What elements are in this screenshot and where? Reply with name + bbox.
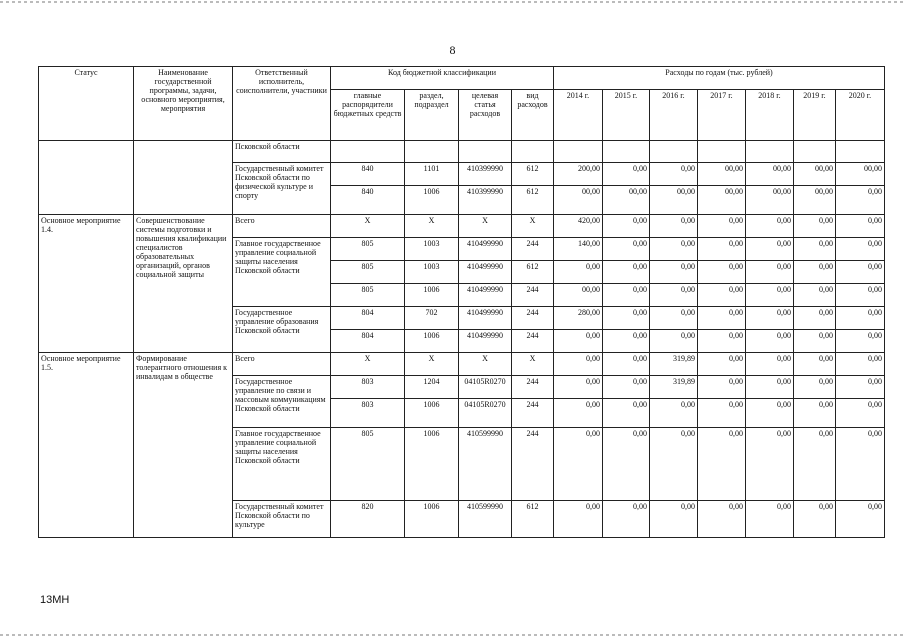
value-cell: 0,00 <box>603 330 650 353</box>
kind-cell: 244 <box>512 330 554 353</box>
grbs-cell: 805 <box>331 261 405 284</box>
value-cell: 0,00 <box>650 261 698 284</box>
target-cell: X <box>459 215 512 238</box>
section-cell: 1006 <box>405 428 459 501</box>
kind-cell: 612 <box>512 501 554 538</box>
kind-cell: X <box>512 353 554 376</box>
header-year: 2016 г. <box>650 90 698 141</box>
value-cell: 0,00 <box>554 428 603 501</box>
target-cell: 04105R0270 <box>459 399 512 428</box>
value-cell: 00,00 <box>794 163 836 186</box>
value-cell: 0,00 <box>650 399 698 428</box>
target-cell: 410399990 <box>459 186 512 215</box>
kind-cell: 612 <box>512 186 554 215</box>
executor-cell: Всего <box>233 353 331 376</box>
value-cell: 0,00 <box>746 376 794 399</box>
header-year: 2020 г. <box>836 90 885 141</box>
value-cell: 0,00 <box>836 186 885 215</box>
value-cell: 0,00 <box>698 428 746 501</box>
value-cell: 0,00 <box>650 238 698 261</box>
kind-cell: 612 <box>512 261 554 284</box>
grbs-cell: 803 <box>331 399 405 428</box>
value-cell: 0,00 <box>836 399 885 428</box>
value-cell: 280,00 <box>554 307 603 330</box>
executor-cell: Всего <box>233 215 331 238</box>
value-cell: 0,00 <box>698 330 746 353</box>
grbs-cell: 803 <box>331 376 405 399</box>
value-cell: 0,00 <box>746 428 794 501</box>
status-cell <box>39 141 134 215</box>
header-section: раздел, подраздел <box>405 90 459 141</box>
value-cell: 0,00 <box>650 501 698 538</box>
value-cell: 0,00 <box>746 284 794 307</box>
value-cell: 0,00 <box>794 376 836 399</box>
grbs-cell: X <box>331 353 405 376</box>
value-cell: 0,00 <box>603 307 650 330</box>
value-cell: 0,00 <box>603 353 650 376</box>
value-cell: 0,00 <box>794 330 836 353</box>
footer-code: 13МН <box>40 594 70 606</box>
value-cell: 0,00 <box>698 238 746 261</box>
header-year: 2018 г. <box>746 90 794 141</box>
value-cell: 00,00 <box>794 186 836 215</box>
value-cell: 0,00 <box>554 353 603 376</box>
target-cell: X <box>459 353 512 376</box>
kind-cell: 244 <box>512 399 554 428</box>
target-cell: 410499990 <box>459 261 512 284</box>
value-cell: 0,00 <box>746 330 794 353</box>
grbs-cell: 820 <box>331 501 405 538</box>
value-cell: 0,00 <box>836 353 885 376</box>
value-cell: 200,00 <box>554 163 603 186</box>
value-cell: 0,00 <box>794 238 836 261</box>
value-cell: 319,89 <box>650 376 698 399</box>
value-cell: 0,00 <box>650 330 698 353</box>
section-cell: X <box>405 215 459 238</box>
value-cell: 0,00 <box>650 163 698 186</box>
value-cell: 0,00 <box>746 238 794 261</box>
section-cell: 1003 <box>405 261 459 284</box>
name-cell <box>134 141 233 215</box>
kind-cell: 244 <box>512 284 554 307</box>
executor-cell: Псковской области <box>233 141 331 163</box>
value-cell: 0,00 <box>650 284 698 307</box>
grbs-cell: 805 <box>331 238 405 261</box>
value-cell: 0,00 <box>794 399 836 428</box>
value-cell: 0,00 <box>746 261 794 284</box>
value-cell: 0,00 <box>698 215 746 238</box>
value-cell: 00,00 <box>698 163 746 186</box>
page-number: 8 <box>449 43 456 57</box>
value-cell: 0,00 <box>650 215 698 238</box>
value-cell: 0,00 <box>554 330 603 353</box>
value-cell: 0,00 <box>650 428 698 501</box>
value-cell: 0,00 <box>698 261 746 284</box>
value-cell: 0,00 <box>836 215 885 238</box>
executor-cell: Государственное управление образования Псковской области <box>233 307 331 353</box>
target-cell: 410499990 <box>459 238 512 261</box>
grbs-cell: 805 <box>331 428 405 501</box>
value-cell: 0,00 <box>603 428 650 501</box>
value-cell: 0,00 <box>794 501 836 538</box>
header-year: 2015 г. <box>603 90 650 141</box>
value-cell: 0,00 <box>698 399 746 428</box>
value-cell: 0,00 <box>603 501 650 538</box>
value-cell: 0,00 <box>794 307 836 330</box>
section-cell: 702 <box>405 307 459 330</box>
section-cell: 1003 <box>405 238 459 261</box>
section-cell: X <box>405 353 459 376</box>
grbs-cell: 804 <box>331 307 405 330</box>
value-cell: 0,00 <box>554 501 603 538</box>
budget-table <box>38 66 885 538</box>
section-cell: 1204 <box>405 376 459 399</box>
section-cell: 1006 <box>405 284 459 307</box>
value-cell: 0,00 <box>794 428 836 501</box>
target-cell: 410599990 <box>459 501 512 538</box>
value-cell: 0,00 <box>698 284 746 307</box>
header-executor: Ответственный исполнитель, соисполнители, участники <box>233 67 331 141</box>
target-cell: 410399990 <box>459 163 512 186</box>
value-cell: 00,00 <box>603 186 650 215</box>
kind-cell: 244 <box>512 307 554 330</box>
value-cell: 0,00 <box>603 284 650 307</box>
header-target: целевая статья расходов <box>459 90 512 141</box>
value-cell: 0,00 <box>836 284 885 307</box>
value-cell: 0,00 <box>836 330 885 353</box>
value-cell: 0,00 <box>603 215 650 238</box>
grbs-cell: 804 <box>331 330 405 353</box>
kind-cell: 244 <box>512 238 554 261</box>
target-cell: 04105R0270 <box>459 376 512 399</box>
header-year: 2017 г. <box>698 90 746 141</box>
value-cell: 0,00 <box>836 376 885 399</box>
grbs-cell: X <box>331 215 405 238</box>
kind-cell: 244 <box>512 376 554 399</box>
value-cell: 0,00 <box>698 307 746 330</box>
header-grbs: главные распорядители бюджетных средств <box>331 90 405 141</box>
value-cell: 0,00 <box>746 353 794 376</box>
executor-cell: Главное государственное управление социальной защиты населения Псковской области <box>233 428 331 501</box>
value-cell: 0,00 <box>746 307 794 330</box>
value-cell: 0,00 <box>746 501 794 538</box>
header-name: Наименование государственной программы, задачи, основного мероприятия, мероприятия <box>134 67 233 141</box>
target-cell: 410499990 <box>459 307 512 330</box>
target-cell: 410499990 <box>459 284 512 307</box>
value-cell: 319,89 <box>650 353 698 376</box>
value-cell: 0,00 <box>836 238 885 261</box>
value-cell: 0,00 <box>794 215 836 238</box>
value-cell: 0,00 <box>794 261 836 284</box>
value-cell: 00,00 <box>698 186 746 215</box>
header-status: Статус <box>39 67 134 141</box>
value-cell: 00,00 <box>746 163 794 186</box>
status-cell: Основное мероприятие 1.4. <box>39 215 134 353</box>
value-cell: 0,00 <box>836 501 885 538</box>
table-row <box>39 353 885 376</box>
target-cell: 410499990 <box>459 330 512 353</box>
value-cell: 0,00 <box>836 261 885 284</box>
section-cell: 1006 <box>405 330 459 353</box>
section-cell: 1101 <box>405 163 459 186</box>
value-cell: 0,00 <box>603 163 650 186</box>
value-cell: 0,00 <box>650 307 698 330</box>
value-cell: 0,00 <box>836 428 885 501</box>
value-cell: 00,00 <box>554 186 603 215</box>
value-cell: 00,00 <box>554 284 603 307</box>
value-cell: 00,00 <box>746 186 794 215</box>
value-cell: 00,00 <box>836 163 885 186</box>
value-cell: 0,00 <box>554 399 603 428</box>
scan-edge-bottom <box>0 634 905 636</box>
value-cell: 0,00 <box>746 399 794 428</box>
value-cell: 0,00 <box>698 501 746 538</box>
header-year: 2019 г. <box>794 90 836 141</box>
grbs-cell: 840 <box>331 186 405 215</box>
value-cell: 140,00 <box>554 238 603 261</box>
value-cell: 0,00 <box>603 376 650 399</box>
value-cell: 0,00 <box>554 376 603 399</box>
value-cell: 00,00 <box>650 186 698 215</box>
name-cell: Совершенствование системы подготовки и повышения квалификации специалистов образовательных организаций, органов социальной защиты <box>134 215 233 353</box>
section-cell: 1006 <box>405 186 459 215</box>
value-cell: 0,00 <box>554 261 603 284</box>
section-cell: 1006 <box>405 501 459 538</box>
name-cell: Формирование толерантного отношения к инвалидам в обществе <box>134 353 233 538</box>
grbs-cell: 840 <box>331 163 405 186</box>
section-cell: 1006 <box>405 399 459 428</box>
scan-edge-top <box>0 1 905 3</box>
value-cell: 0,00 <box>603 261 650 284</box>
value-cell: 0,00 <box>746 215 794 238</box>
executor-cell: Государственный комитет Псковской области по культуре <box>233 501 331 538</box>
executor-cell: Государственное управление по связи и массовым коммуникациям Псковской области <box>233 376 331 428</box>
value-cell: 0,00 <box>698 376 746 399</box>
kind-cell: 244 <box>512 428 554 501</box>
header-kind: вид расходов <box>512 90 554 141</box>
value-cell: 420,00 <box>554 215 603 238</box>
executor-cell: Главное государственное управление социальной защиты населения Псковской области <box>233 238 331 307</box>
kind-cell: X <box>512 215 554 238</box>
target-cell: 410599990 <box>459 428 512 501</box>
value-cell: 0,00 <box>836 307 885 330</box>
executor-cell: Государственный комитет Псковской области по физической культуре и спорту <box>233 163 331 215</box>
header-expenses: Расходы по годам (тыс. рублей) <box>554 67 885 90</box>
value-cell: 0,00 <box>794 353 836 376</box>
grbs-cell: 805 <box>331 284 405 307</box>
header-budget-code: Код бюджетной классификации <box>331 67 554 90</box>
status-cell: Основное мероприятие 1.5. <box>39 353 134 538</box>
header-year: 2014 г. <box>554 90 603 141</box>
table-row <box>39 215 885 238</box>
value-cell: 0,00 <box>603 399 650 428</box>
value-cell: 0,00 <box>794 284 836 307</box>
value-cell: 0,00 <box>698 353 746 376</box>
kind-cell: 612 <box>512 163 554 186</box>
table-row <box>39 141 885 163</box>
value-cell: 0,00 <box>603 238 650 261</box>
